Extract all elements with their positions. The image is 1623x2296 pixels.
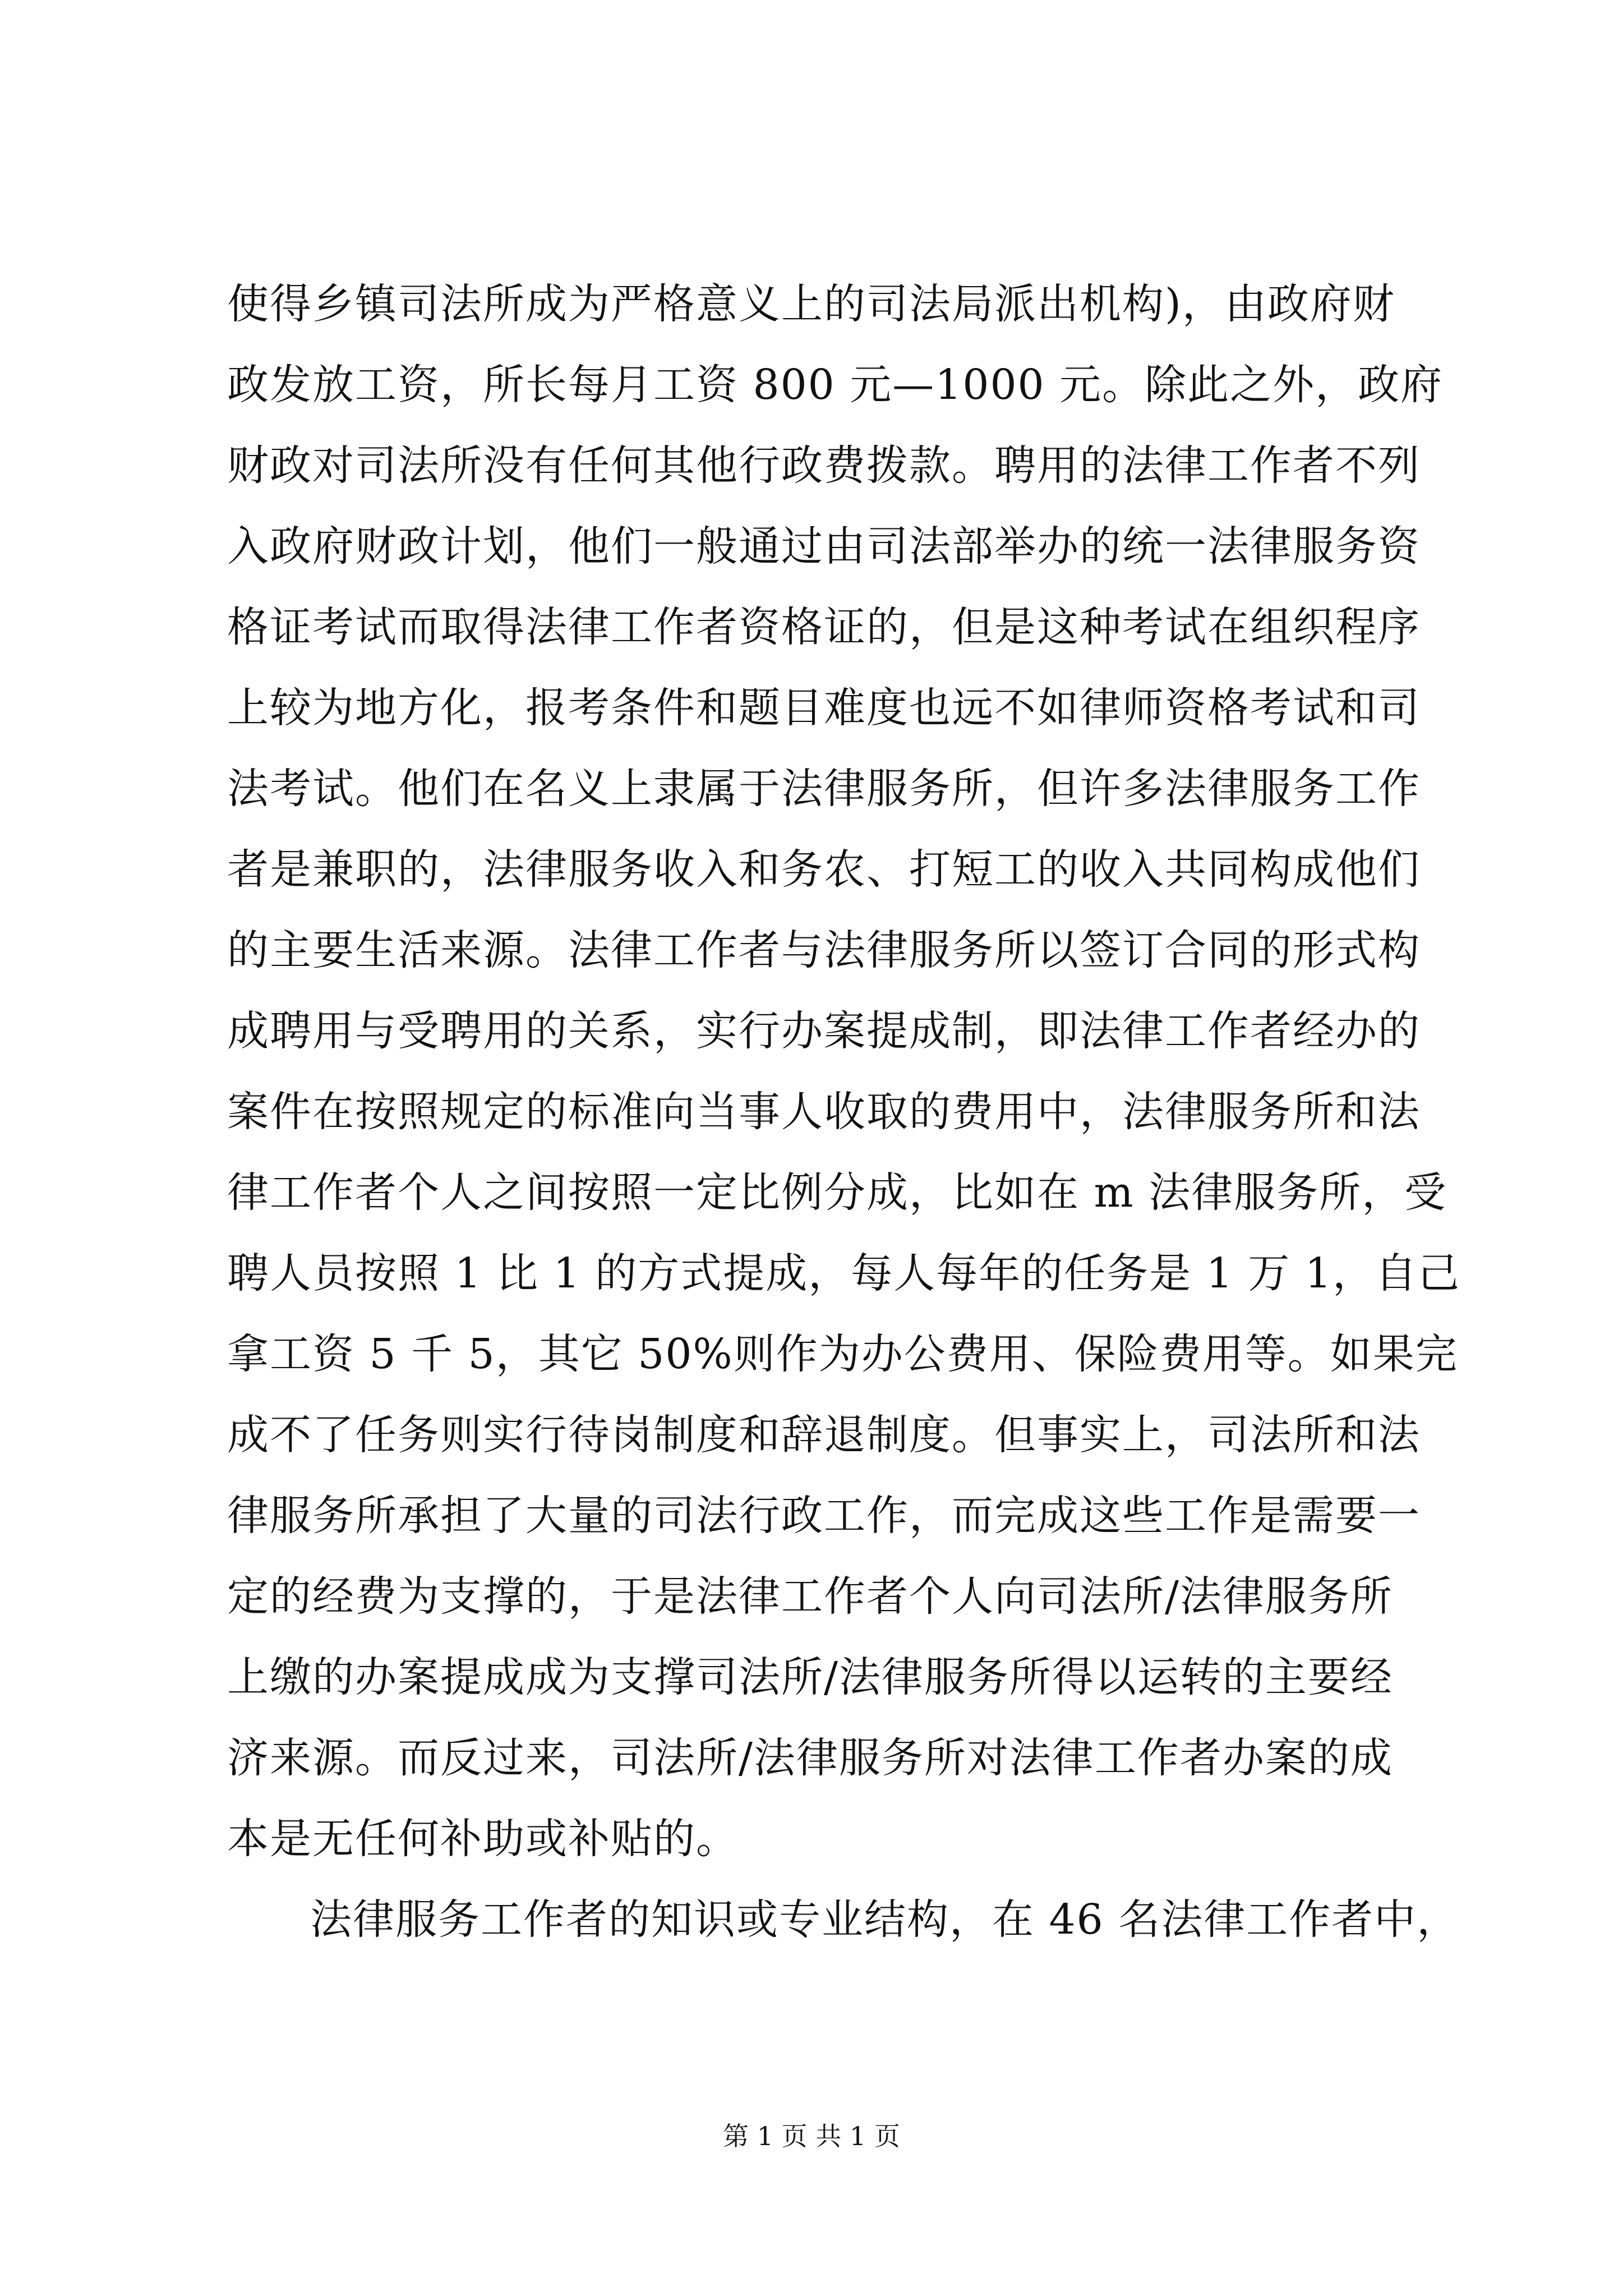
text-line: 成不了任务则实行待岗制度和辞退制度。但事实上，司法所和法 xyxy=(227,1411,1421,1459)
page-number-footer: 第 1 页 共 1 页 xyxy=(723,2121,900,2151)
text-line: 上较为地方化，报考条件和题目难度也远不如律师资格考试和司 xyxy=(227,684,1421,732)
text-line: 法考试。他们在名义上隶属于法律服务所，但许多法律服务工作 xyxy=(227,765,1421,813)
text-line: 成聘用与受聘用的关系，实行办案提成制，即法律工作者经办的 xyxy=(227,1007,1421,1055)
text-line: 政发放工资，所长每月工资 800 元—1000 元。除此之外，政府 xyxy=(227,361,1444,409)
text-line: 财政对司法所没有任何其他行政费拨款。聘用的法律工作者不列 xyxy=(227,441,1421,490)
text-line: 聘人员按照 1 比 1 的方式提成，每人每年的任务是 1 万 1，自己 xyxy=(227,1249,1460,1297)
text-line: 案件在按照规定的标准向当事人收取的费用中，法律服务所和法 xyxy=(227,1088,1421,1136)
text-line: 本是无任何补助或补贴的。 xyxy=(227,1815,739,1863)
document-body xyxy=(227,264,1460,1960)
text-line: 入政府财政计划，他们一般通过由司法部举办的统一法律服务资 xyxy=(227,522,1421,570)
text-line: 拿工资 5 千 5，其它 50%则作为办公费用、保险费用等。如果完 xyxy=(227,1330,1458,1378)
text-line: 使得乡镇司法所成为严格意义上的司法局派出机构)，由政府财 xyxy=(227,280,1395,328)
text-line: 者是兼职的，法律服务收入和务农、打短工的收入共同构成他们 xyxy=(227,845,1421,894)
text-line: 定的经费为支撑的，于是法律工作者个人向司法所/法律服务所 xyxy=(227,1572,1393,1621)
text-line: 格证考试而取得法律工作者资格证的，但是这种考试在组织程序 xyxy=(227,603,1421,651)
text-line: 律服务所承担了大量的司法行政工作，而完成这些工作是需要一 xyxy=(227,1492,1421,1540)
text-line: 上缴的办案提成成为支撑司法所/法律服务所得以运转的主要经 xyxy=(227,1653,1393,1701)
text-line: 的主要生活来源。法律工作者与法律服务所以签订合同的形式构 xyxy=(227,926,1421,974)
text-line: 济来源。而反过来，司法所/法律服务所对法律工作者办案的成 xyxy=(227,1734,1393,1782)
text-line: 律工作者个人之间按照一定比例分成，比如在 m 法律服务所，受 xyxy=(227,1168,1447,1217)
paragraph-start-line: 法律服务工作者的知识或专业结构，在 46 名法律工作者中， xyxy=(310,1895,1460,1944)
